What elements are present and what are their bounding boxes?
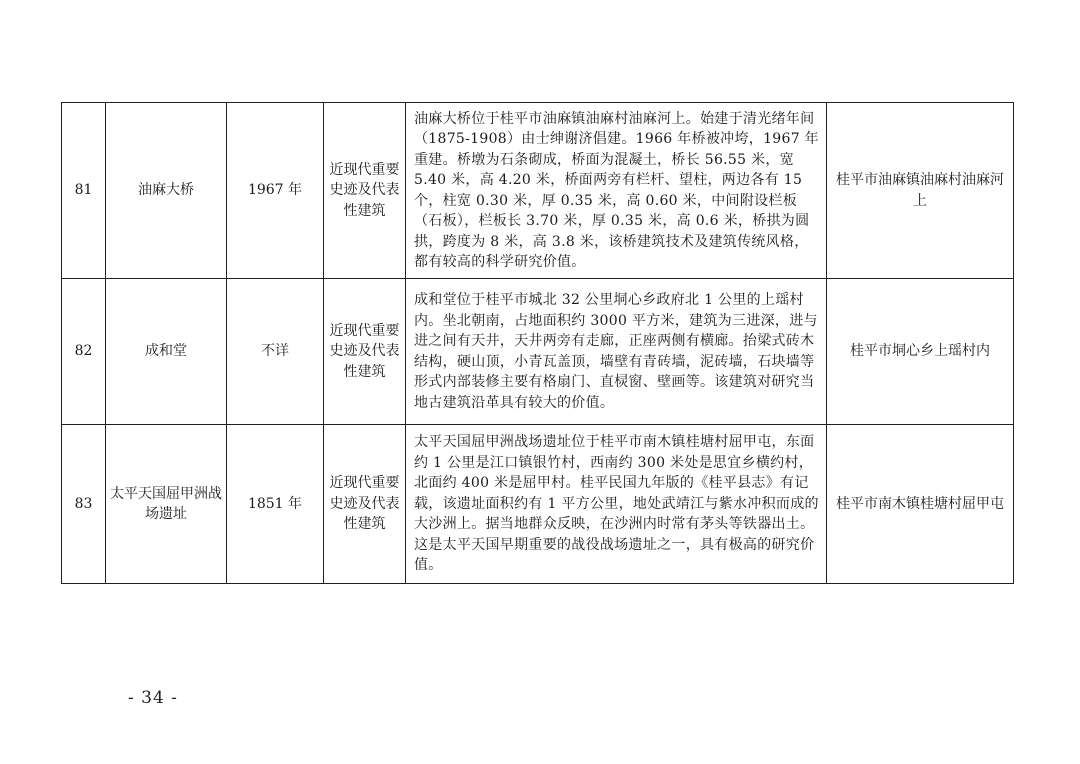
site-name: 油麻大桥	[106, 103, 227, 279]
site-name: 成和堂	[106, 279, 227, 425]
site-year: 1967 年	[227, 103, 324, 279]
site-location: 桂平市垌心乡上瑶村内	[827, 279, 1014, 425]
row-number: 83	[62, 425, 106, 584]
table-row	[62, 425, 1014, 584]
row-number: 82	[62, 279, 106, 425]
page-number: - 34 -	[128, 688, 178, 708]
site-year: 1851 年	[227, 425, 324, 584]
table-row	[62, 279, 1014, 425]
site-name: 太平天国屈甲洲战场遗址	[106, 425, 227, 584]
site-category: 近现代重要史迹及代表性建筑	[324, 279, 406, 425]
site-year: 不详	[227, 279, 324, 425]
site-category: 近现代重要史迹及代表性建筑	[324, 425, 406, 584]
table-row	[62, 103, 1014, 279]
site-description: 油麻大桥位于桂平市油麻镇油麻村油麻河上。始建于清光绪年间（1875-1908）由士绅谢济倡建。1966 年桥被冲垮，1967 年重建。桥墩为石条砌成，桥面为混凝土，桥长 56.55 米，宽 5.40 米，高 4.20 米，桥面两旁有栏杆、望柱，两边各有 15 个，柱宽 0.30 米，厚 0.35 米，高 0.60 米，中间附设栏板（石板），栏板长 3.70 米，厚 0.35 米，高 0.6 米，桥拱为圆拱，跨度为 8 米，高 3.8 米，该桥建筑技术及建筑传统风格，都有较高的科学研究价值。	[406, 103, 827, 279]
heritage-sites-table	[61, 102, 1014, 584]
row-number: 81	[62, 103, 106, 279]
site-category: 近现代重要史迹及代表性建筑	[324, 103, 406, 279]
site-location: 桂平市油麻镇油麻村油麻河上	[827, 103, 1014, 279]
site-location: 桂平市南木镇桂塘村屈甲屯	[827, 425, 1014, 584]
site-description: 成和堂位于桂平市城北 32 公里垌心乡政府北 1 公里的上瑶村内。坐北朝南，占地面积约 3000 平方米，建筑为三进深，进与进之间有天井，天井两旁有走廊，正座两侧有横廊。抬梁式砖木结构，硬山顶，小青瓦盖顶，墙壁有青砖墙，泥砖墙，石块墙等形式内部装修主要有格扇门、直棂窗、壁画等。该建筑对研究当地古建筑沿革具有较大的价值。	[406, 279, 827, 425]
site-description: 太平天国屈甲洲战场遗址位于桂平市南木镇桂塘村屈甲屯，东面约 1 公里是江口镇银竹村，西南约 300 米处是思宜乡横约村，北面约 400 米是屈甲村。桂平民国九年版的《桂平县志》有记载，该遗址面积约有 1 平方公里，地处武靖江与紫水冲积而成的大沙洲上。据当地群众反映，在沙洲内时常有茅头等铁器出土。这是太平天国早期重要的战役战场遗址之一，具有极高的研究价值。	[406, 425, 827, 584]
